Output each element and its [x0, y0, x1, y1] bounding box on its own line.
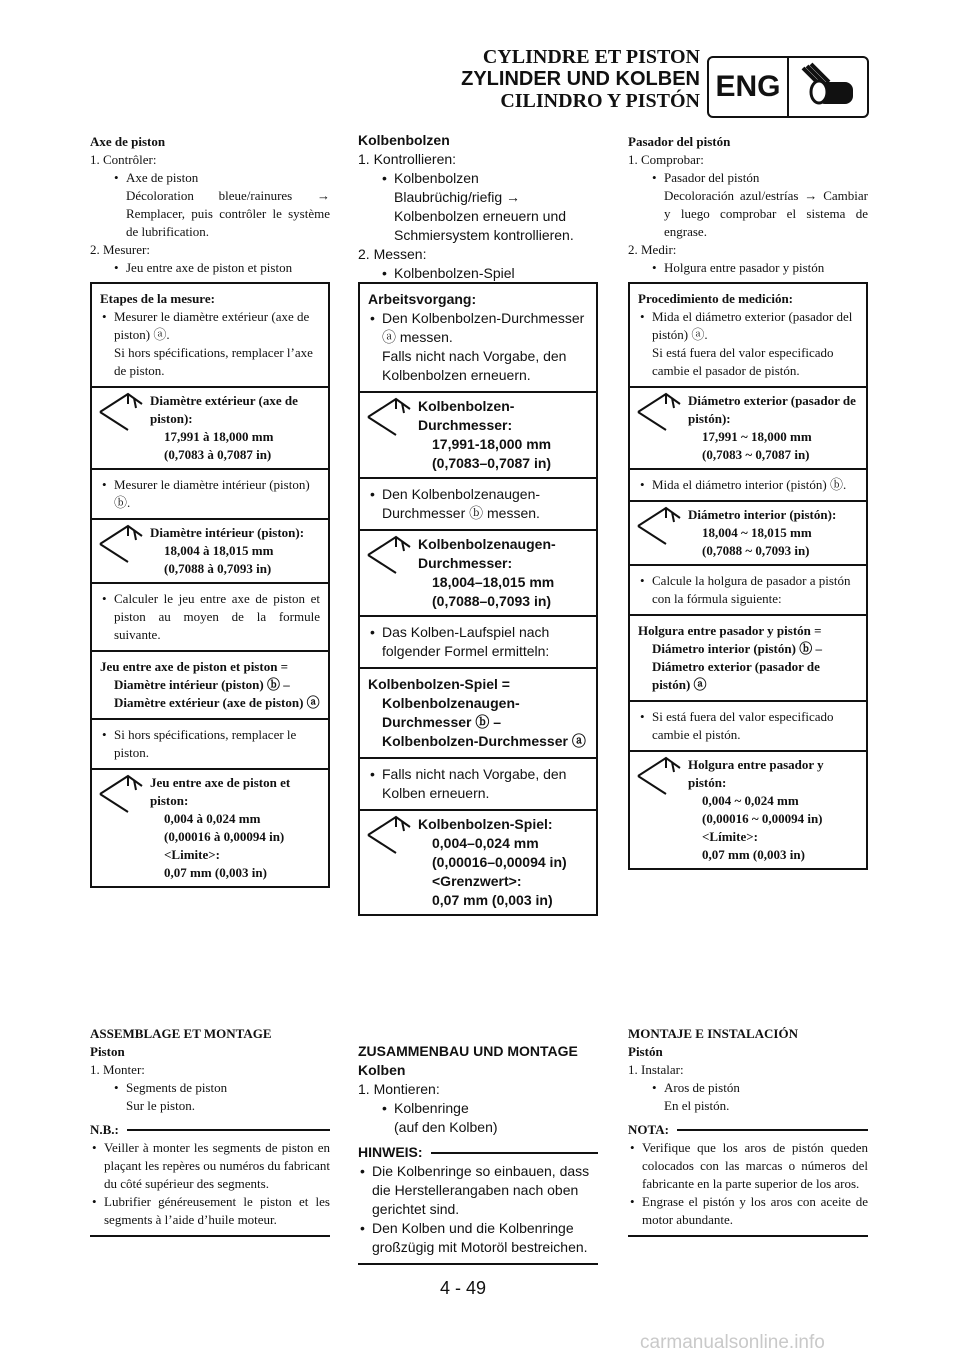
es-spec-1-value-in: (0,7083 ~ 0,7087 in): [702, 447, 810, 462]
es-spec-2: [630, 502, 866, 566]
es-note-2: • Engrase el pistón y los aros con aceite de motor abundante.: [628, 1193, 868, 1229]
de-column: [358, 131, 598, 283]
es-procedure-box: [628, 282, 868, 870]
de-asm-title: ZUSAMMENBAU UND MONTAGE: [358, 1043, 578, 1059]
es-proc-bullet-3: • Calcule la holgura de pasador a pistón con la fórmula siguiente:: [638, 572, 858, 608]
fr-column: [90, 133, 330, 277]
caliper-icon: [98, 392, 144, 432]
es-asm-sub: Pistón: [628, 1044, 663, 1059]
de-check-detail: Blaubrüchig/riefig → Kolbenbolzen erneuern und Schmiersystem kontrollieren.: [394, 189, 574, 243]
es-spec-3-value-in: (0,00016 ~ 0,00094 in): [702, 811, 823, 826]
fr-spec-2-value-in: (0,7088 à 0,7093 in): [164, 561, 272, 576]
es-asm-item: • Aros de pistón: [652, 1080, 740, 1095]
de-note-1: • Die Kolbenringe so einbauen, dass die Herstellerangaben nach oben gerichtet sind.: [358, 1162, 598, 1219]
fr-spec-3-limit: 0,07 mm (0,003 in): [164, 865, 267, 880]
fr-formula-l2: Diamètre intérieur (piston) ⓑ –: [114, 677, 290, 692]
es-check-item: • Pasador del pistón: [628, 169, 868, 187]
fr-proc-bullet-1b: Si hors spécifications, remplacer l’axe de piston.: [114, 345, 313, 378]
fr-formula: [92, 652, 328, 720]
es-spec-3: [630, 752, 866, 868]
fr-spec-3-value: 0,004 à 0,024 mm: [164, 811, 261, 826]
de-spec-1: [360, 393, 596, 479]
es-spec-1-value: 17,991 ~ 18,000 mm: [702, 429, 812, 444]
header-title-es: CILINDRO Y PISTÓN: [500, 90, 700, 112]
fr-spec-2: [92, 520, 328, 584]
es-check-detail: Decoloración azul/estrías → Cambiar y luego comprobar el sistema de engrase.: [664, 188, 868, 239]
page-number: 4 - 49: [440, 1278, 487, 1298]
de-proc-title: Arbeitsvorgang:: [368, 291, 477, 307]
es-proc-bullet-4: • Si está fuera del valor especificado cambie el pistón.: [638, 708, 858, 744]
de-proc-bullet-3: • Das Kolben-Laufspiel nach folgender Formel ermitteln:: [368, 623, 588, 661]
de-proc-bullet-1b: Falls nicht nach Vorgabe, den Kolbenbolzen erneuern.: [382, 348, 567, 383]
fr-note-1: • Veiller à monter les segments de piston en plaçant les repères ou numéros du fabricant du côté supérieur des segments.: [90, 1139, 330, 1193]
fr-proc-title: Etapes de la mesure:: [100, 291, 215, 306]
es-proc-bullet-2: • Mida el diámetro interior (pistón) ⓑ.: [638, 476, 858, 494]
de-spec-1-value-in: (0,7083–0,7087 in): [432, 455, 552, 471]
es-proc-bullet-1: • Mida el diámetro exterior (pasador del pistón) ⓐ.: [638, 308, 858, 344]
de-proc-bullet-1: • Den Kolbenbolzen-Durchmesser ⓐ messen.: [368, 309, 588, 347]
de-spec-3-limit: 0,07 mm (0,003 in): [432, 892, 553, 908]
engine-tool-icon: [789, 58, 867, 116]
fr-measure-item: • Jeu entre axe de piston et piston: [90, 259, 330, 277]
caliper-icon: [98, 524, 144, 564]
es-section-title: Pasador del pistón: [628, 134, 731, 149]
es-spec-3-limit: 0,07 mm (0,003 in): [702, 847, 805, 862]
caliper-icon: [366, 397, 412, 437]
fr-spec-1-value: 17,991 à 18,000 mm: [164, 429, 274, 444]
fr-asm-item: • Segments de piston: [114, 1080, 228, 1095]
de-formula: [360, 669, 596, 759]
fr-check-detail: Décoloration bleue/rainures → Remplacer, puis contrôler le système de lubrification.: [126, 188, 330, 239]
de-spec-1-title: Kolbenbolzen-Durchmesser:: [418, 398, 515, 433]
es-note-1: • Verifique que los aros de pistón queden colocados con las marcas o números del fabricante en la parte superior de los aros.: [628, 1139, 868, 1193]
es-note-label: NOTA:: [628, 1122, 669, 1137]
es-measure-item: • Holgura entre pasador y pistón: [628, 259, 868, 277]
de-step-check: 1. Kontrollieren:: [358, 151, 457, 167]
es-spec-2-value-in: (0,7088 ~ 0,7093 in): [702, 543, 810, 558]
caliper-icon: [98, 774, 144, 814]
de-formula-l1: Kolbenbolzen-Spiel =: [368, 676, 510, 692]
es-formula-l1: Holgura entre pasador y pistón =: [638, 623, 822, 638]
fr-step-measure: 2. Mesurer:: [90, 242, 150, 257]
es-spec-2-title: Diámetro interior (pistón):: [688, 507, 837, 522]
fr-step-check: 1. Contrôler:: [90, 152, 157, 167]
de-formula-l2: Kolbenbolzenaugen-Durchmesser ⓑ –: [382, 695, 520, 730]
fr-asm-title: ASSEMBLAGE ET MONTAGE: [90, 1026, 272, 1041]
es-spec-2-value: 18,004 ~ 18,015 mm: [702, 525, 812, 540]
fr-section-title: Axe de piston: [90, 134, 166, 149]
de-spec-1-value: 17,991-18,000 mm: [432, 436, 552, 452]
fr-proc-bullet-2: • Mesurer le diamètre intérieur (piston) ⓑ.: [100, 476, 320, 512]
es-asm-step: 1. Instalar:: [628, 1062, 684, 1077]
de-spec-3-value-in: (0,00016–0,00094 in): [432, 854, 567, 870]
de-spec-3-limit-label: <Grenzwert>:: [432, 873, 522, 889]
fr-check-item: • Axe de piston: [90, 169, 330, 187]
de-asm-step: 1. Montieren:: [358, 1081, 440, 1097]
es-spec-3-limit-label: <Límite>:: [702, 829, 758, 844]
de-note-label: HINWEIS:: [358, 1144, 423, 1160]
de-spec-2-title: Kolbenbolzenaugen-Durchmesser:: [418, 536, 556, 571]
es-asm-title: MONTAJE E INSTALACIÓN: [628, 1026, 798, 1041]
fr-note-label: N.B.:: [90, 1122, 119, 1137]
caliper-icon: [366, 535, 412, 575]
eng-label: ENG: [709, 58, 789, 116]
fr-proc-bullet-4: • Si hors spécifications, remplacer le piston.: [100, 726, 320, 762]
de-measure-item: • Kolbenbolzen-Spiel: [358, 264, 598, 283]
es-step-measure: 2. Medir:: [628, 242, 677, 257]
es-formula-l2: Diámetro interior (pistón) ⓑ –: [652, 641, 822, 656]
header-title-fr: CYLINDRE ET PISTON: [482, 46, 700, 68]
fr-note-2: • Lubrifier généreusement le piston et les segments à l’aide d’huile moteur.: [90, 1193, 330, 1229]
fr-spec-3: [92, 770, 328, 886]
fr-formula-l3: Diamètre extérieur (axe de piston) ⓐ: [114, 695, 320, 710]
fr-assembly: [90, 1025, 330, 1237]
fr-asm-step: 1. Monter:: [90, 1062, 145, 1077]
de-spec-3-title: Kolbenbolzen-Spiel:: [418, 816, 553, 832]
de-step-measure: 2. Messen:: [358, 246, 427, 262]
es-spec-1: [630, 388, 866, 470]
caliper-icon: [636, 506, 682, 546]
de-note-2: • Den Kolben und die Kolbenringe großzügig mit Motoröl bestreichen.: [358, 1219, 598, 1257]
caliper-icon: [636, 756, 682, 796]
es-formula-l3: Diámetro exterior (pasador de pistón) ⓐ: [652, 659, 820, 692]
fr-spec-3-title: Jeu entre axe de piston et piston:: [150, 775, 291, 808]
de-procedure-box: [358, 282, 598, 916]
fr-asm-item-text: Segments de piston: [126, 1080, 228, 1095]
de-proc-bullet-2: • Den Kolbenbolzenaugen-Durchmesser ⓑ messen.: [368, 485, 588, 523]
fr-spec-2-value: 18,004 à 18,015 mm: [164, 543, 274, 558]
caliper-icon: [366, 815, 412, 855]
fr-spec-3-limit-label: <Limite>:: [164, 847, 220, 862]
de-formula-l3: Kolbenbolzen-Durchmesser ⓐ: [382, 733, 586, 749]
fr-proc-bullet-3: • Calculer le jeu entre axe de piston et piston au moyen de la formule suivante.: [100, 590, 320, 644]
es-spec-3-title: Holgura entre pasador y pistón:: [688, 757, 824, 790]
fr-spec-1-value-in: (0,7083 à 0,7087 in): [164, 447, 272, 462]
es-proc-title: Procedimiento de medición:: [638, 291, 794, 306]
de-assembly: [358, 1042, 598, 1265]
de-asm-where: (auf den Kolben): [394, 1119, 498, 1135]
de-asm-sub: Kolben: [358, 1062, 406, 1078]
de-proc-bullet-4: • Falls nicht nach Vorgabe, den Kolben erneuern.: [368, 765, 588, 803]
de-section-title: Kolbenbolzen: [358, 132, 450, 148]
section-header: [430, 46, 700, 112]
de-spec-2-value: 18,004–18,015 mm: [432, 574, 555, 590]
fr-spec-2-title: Diamètre intérieur (piston):: [150, 525, 305, 540]
es-assembly: [628, 1025, 868, 1237]
fr-asm-where: Sur le piston.: [126, 1098, 195, 1113]
header-title-de: ZYLINDER UND KOLBEN: [461, 68, 700, 90]
es-column: [628, 133, 868, 277]
de-spec-3-value: 0,004–0,024 mm: [432, 835, 539, 851]
fr-spec-1: [92, 388, 328, 470]
fr-spec-1-title: Diamètre extérieur (axe de piston):: [150, 393, 298, 426]
de-asm-item-text: Kolbenringe: [394, 1100, 469, 1116]
caliper-icon: [636, 392, 682, 432]
es-proc-bullet-1b: Si está fuera del valor especificado cambie el pasador de pistón.: [652, 345, 834, 378]
de-spec-2-value-in: (0,7088–0,7093 in): [432, 593, 552, 609]
de-spec-3: [360, 811, 596, 914]
fr-formula-l1: Jeu entre axe de piston et piston =: [100, 659, 289, 674]
es-asm-item-text: Aros de pistón: [664, 1080, 740, 1095]
section-badge: [707, 56, 869, 118]
fr-asm-sub: Piston: [90, 1044, 125, 1059]
fr-spec-3-value-in: (0,00016 à 0,00094 in): [164, 829, 285, 844]
watermark: carmanualsonline.info: [640, 1332, 825, 1353]
de-spec-2: [360, 531, 596, 617]
es-formula: [630, 616, 866, 702]
es-asm-where: En el pistón.: [664, 1098, 730, 1113]
es-spec-3-value: 0,004 ~ 0,024 mm: [702, 793, 799, 808]
fr-proc-bullet-1: • Mesurer le diamètre extérieur (axe de piston) ⓐ.: [100, 308, 320, 344]
de-asm-item: • Kolbenringe: [382, 1100, 469, 1116]
es-step-check: 1. Comprobar:: [628, 152, 704, 167]
es-spec-1-title: Diámetro exterior (pasador de pistón):: [688, 393, 856, 426]
fr-procedure-box: [90, 282, 330, 888]
de-check-item: • Kolbenbolzen: [358, 169, 598, 188]
